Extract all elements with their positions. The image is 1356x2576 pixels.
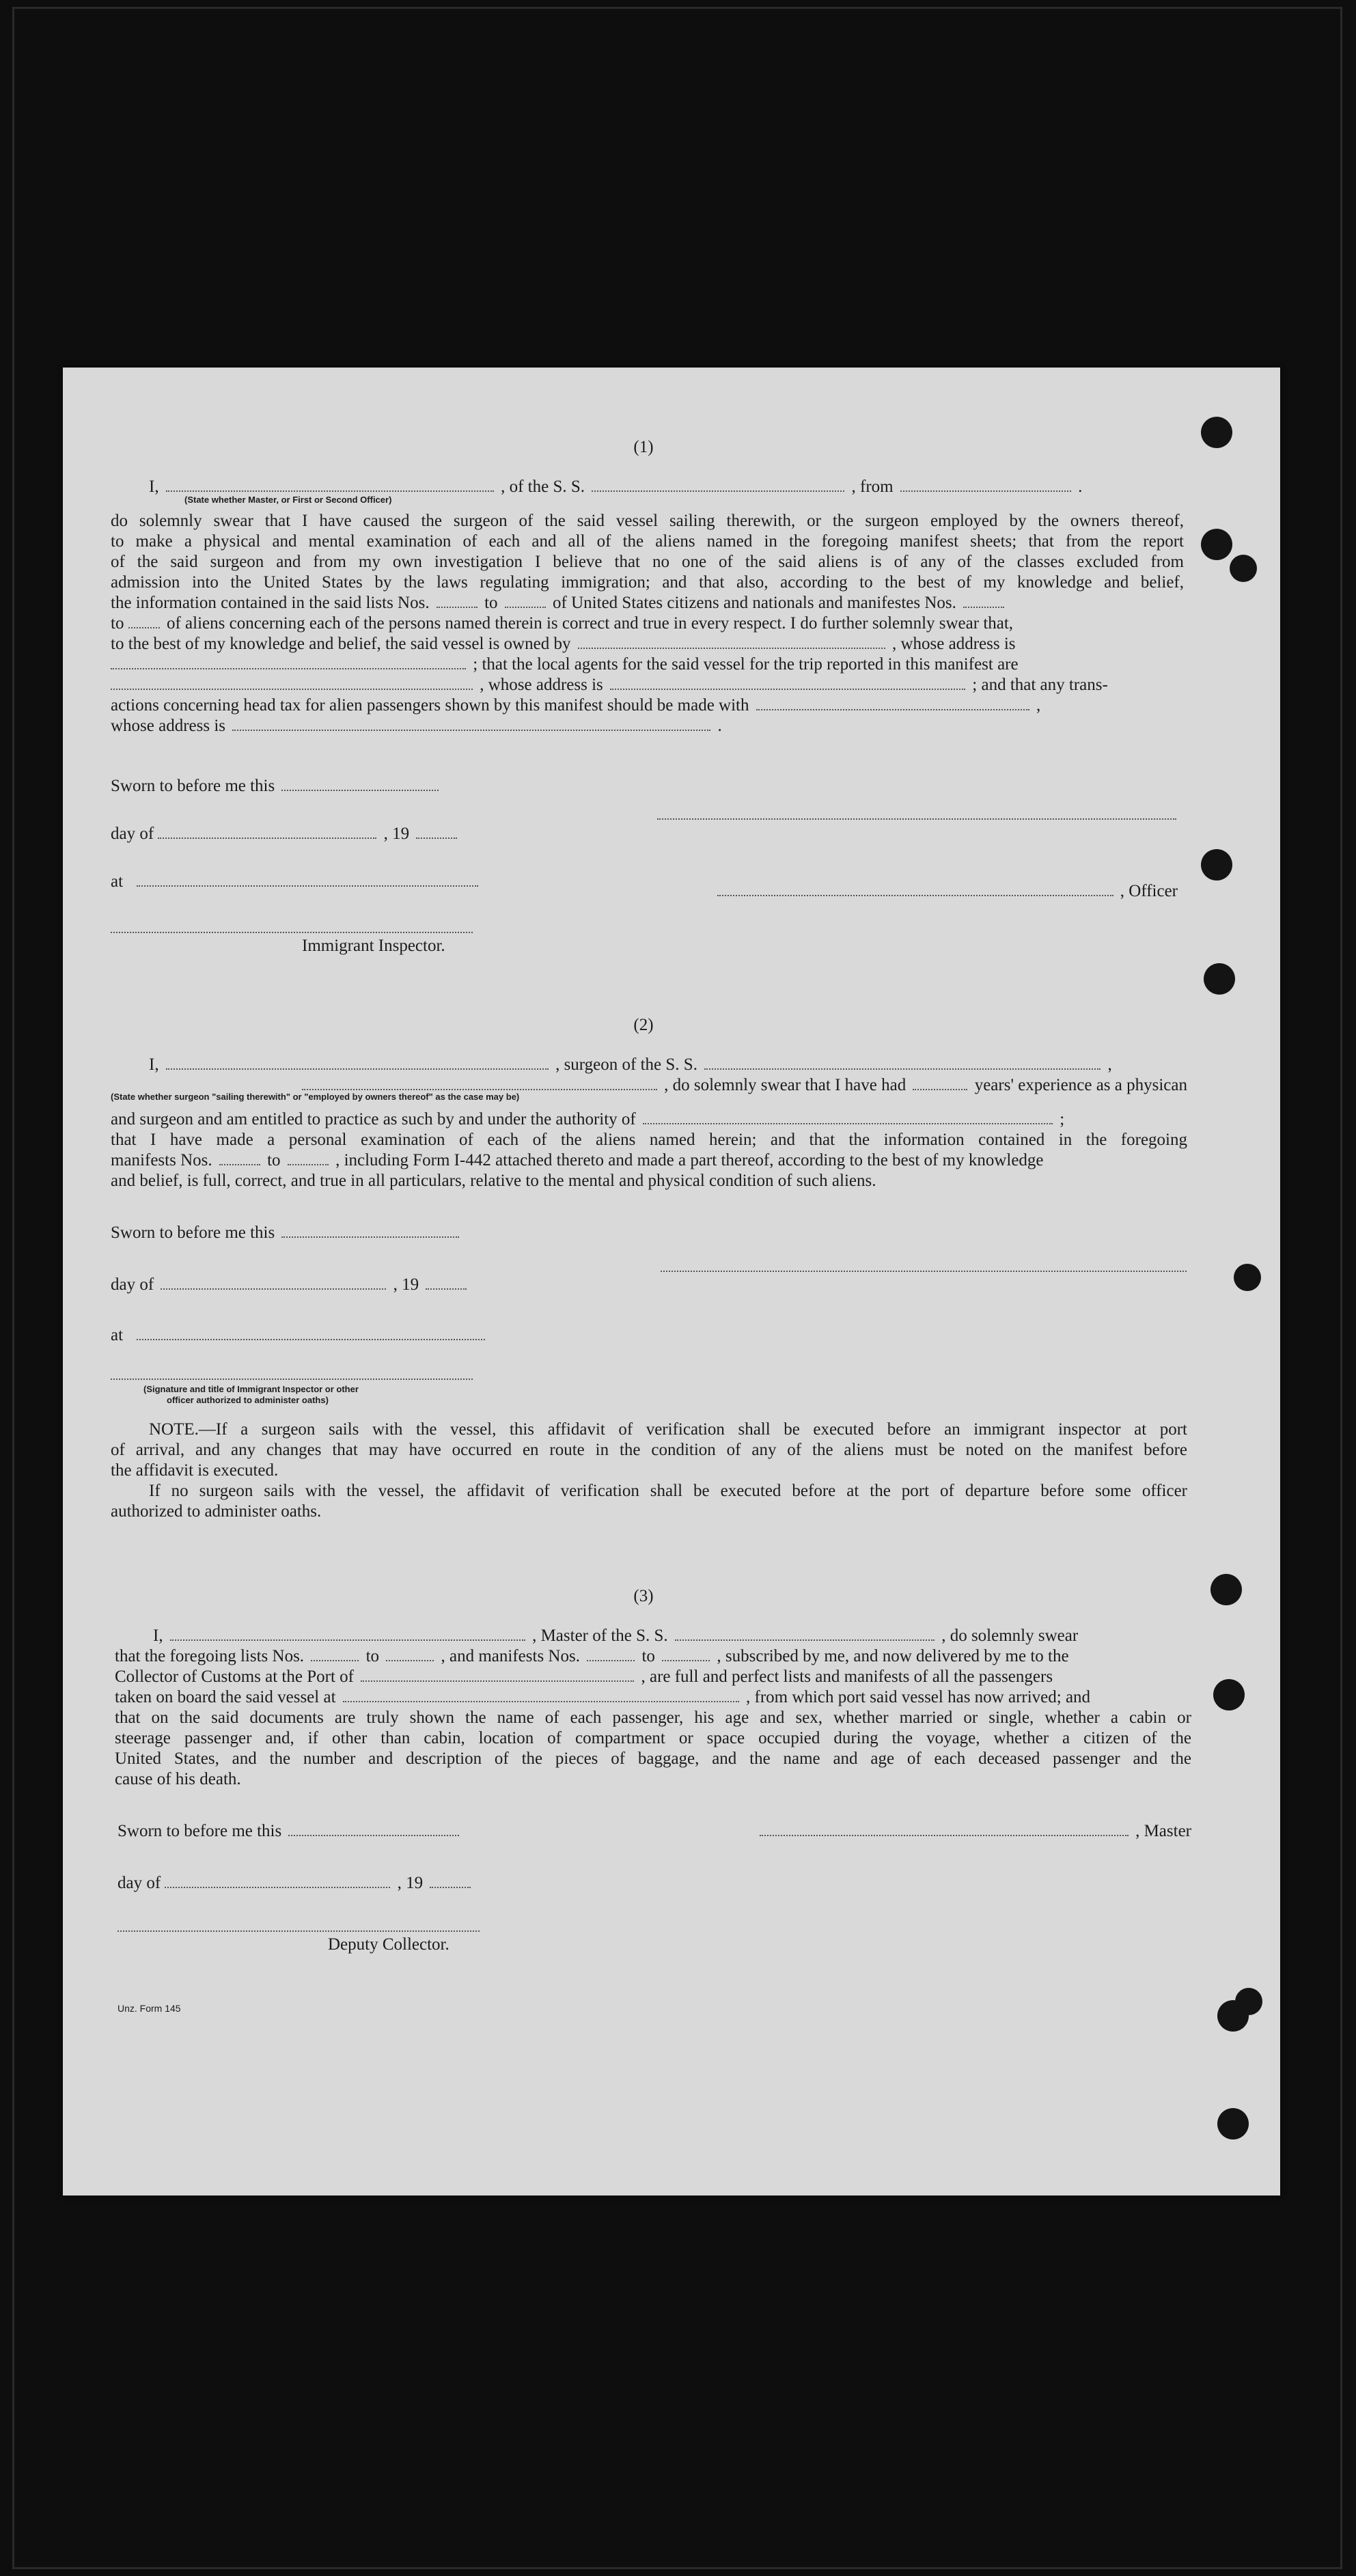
s3-master-signature-line	[691, 1821, 1191, 1842]
s1-year-text: , 19	[383, 825, 410, 843]
s2-authority-line	[111, 1109, 1187, 1130]
s1-paragraph-line: do solemnly swear that I have caused the surgeon of the said vessel sailing therewith, or the surgeon employed by the owners thereof,	[111, 512, 1184, 530]
s1-agents-line	[111, 654, 1184, 675]
s1-to-text: to	[111, 614, 124, 633]
s3-perfect-lists-text: , are full and perfect lists and manifests of all the passengers	[641, 1667, 1053, 1686]
s1-paragraph-line: admission into the United States by the laws regulating immigration; and that also, according to the best of my knowledge and belief,	[111, 573, 1184, 592]
s1-head-tax-text: actions concerning head tax for alien passengers shown by this manifest should be made with	[111, 696, 749, 715]
punch-hole	[1204, 963, 1235, 995]
s1-lists-text: the information contained in the said lists Nos.	[111, 594, 430, 612]
head-tax-party-field	[756, 709, 1029, 710]
s1-comma: ,	[1036, 696, 1041, 715]
s2-signature-note-1: (Signature and title of Immigrant Inspector or other	[143, 1384, 359, 1394]
owner-field	[578, 648, 885, 649]
s2-state-note: (State whether surgeon "sailing therewith" or "employed by owners thereof" as the case may be)	[111, 1092, 520, 1102]
s1-at-line	[111, 872, 481, 892]
s2-to-text: to	[267, 1151, 281, 1169]
s1-period: .	[717, 717, 722, 735]
s1-paragraph-line: of the said surgeon and from my own investigation I believe that no one of the said aliens is of any of the classes excluded from	[111, 553, 1184, 571]
s2-years-field	[913, 1089, 967, 1090]
punch-hole	[1230, 555, 1257, 582]
s2-paragraph-line: that I have made a personal examination of each of the aliens named herein; and that the information contained in the foregoing	[111, 1131, 1187, 1149]
s2-vessel-field	[704, 1068, 1101, 1070]
s1-state-note: (State whether Master, or First or Second Officer)	[184, 495, 392, 505]
s3-sworn-text: Sworn to before me this	[117, 1822, 282, 1840]
s2-manifest-to-field	[288, 1164, 329, 1165]
s1-transactions-text: ; and that any trans-	[972, 676, 1108, 694]
s3-paragraph-line: steerage passenger and, if other than cabin, location of compartment or space occupied during the voyage, whether a citizen of the	[115, 1729, 1191, 1747]
agents-field	[111, 689, 473, 690]
s1-to-text: to	[484, 594, 498, 612]
s1-sworn-date-field	[281, 790, 439, 791]
agents-address-field	[610, 689, 965, 690]
punch-hole	[1235, 1988, 1262, 2015]
s3-lists-line	[115, 1646, 1191, 1667]
s1-owner-line	[111, 634, 1184, 654]
surgeon-name-field	[166, 1068, 549, 1070]
s1-of-ss: , of the S. S.	[501, 477, 585, 496]
s2-sworn-date-field	[281, 1236, 459, 1238]
s1-day-field	[158, 837, 376, 839]
s1-at-field	[137, 885, 478, 887]
s3-list-from-field	[311, 1660, 359, 1661]
s3-master-label: , Master	[1135, 1822, 1191, 1840]
punch-hole	[1201, 529, 1232, 560]
s1-officer-text: , Officer	[1120, 882, 1178, 900]
s2-semicolon: ;	[1060, 1110, 1065, 1128]
s1-sworn-line	[111, 776, 441, 797]
s1-aliens-text: of aliens concerning each of the persons named therein is correct and true in every respect. I do further solemnly swear that,	[166, 614, 1014, 633]
s1-agents-text: ; that the local agents for the said vessel for the trip reported in this manifest are	[473, 655, 1019, 674]
s1-officer-signature-line	[657, 818, 1176, 820]
section-3-number: (3)	[633, 1587, 654, 1605]
s2-sworn-text: Sworn to before me this	[111, 1223, 275, 1242]
s2-line-1	[149, 1055, 1187, 1075]
s3-day-of-text: day of	[117, 1874, 161, 1892]
s2-at-text: at	[111, 1326, 124, 1344]
s2-day-line	[111, 1275, 469, 1295]
s2-authority-text: and surgeon and am entitled to practice as such by and under the authority of	[111, 1110, 636, 1128]
s2-authority-field	[643, 1123, 1053, 1124]
owner-address-field	[111, 668, 466, 669]
s1-i: I,	[149, 477, 159, 496]
s3-master-signature-field	[760, 1835, 1129, 1836]
punch-hole	[1213, 1679, 1245, 1711]
s3-day-field	[165, 1887, 390, 1888]
s3-deputy-signature-line	[117, 1930, 480, 1932]
s3-manifest-from-field	[587, 1660, 635, 1661]
s3-paragraph-line: cause of his death.	[115, 1770, 241, 1788]
s2-surgeon-text: , surgeon of the S. S.	[555, 1055, 697, 1074]
s2-signature-note-2: officer authorized to administer oaths)	[167, 1395, 329, 1405]
s2-year-text: , 19	[393, 1275, 419, 1294]
s1-head-tax-address-line	[111, 716, 1184, 736]
s2-capacity-field	[302, 1089, 657, 1090]
s1-whose-address-text: , whose address is	[480, 676, 603, 694]
s3-deputy-label: Deputy Collector.	[328, 1935, 449, 1954]
s3-embark-port-field	[343, 1701, 739, 1702]
manifest-from-field	[963, 607, 1004, 608]
s2-including-text: , including Form I-442 attached thereto and made a part thereof, according to the best of my knowledge	[335, 1151, 1044, 1169]
s3-manifests-text: , and manifests Nos.	[441, 1647, 580, 1665]
s3-master-text: , Master of the S. S.	[532, 1626, 668, 1645]
s2-comma: ,	[1107, 1055, 1112, 1074]
s2-inspector-signature-line	[111, 1379, 473, 1380]
punch-hole	[1201, 849, 1232, 881]
manifest-to-field	[128, 627, 160, 628]
s2-note-line: NOTE.—If a surgeon sails with the vessel, this affidavit of verification shall be executed before an immigrant inspector at port	[149, 1420, 1187, 1439]
s2-manifest-from-field	[219, 1164, 260, 1165]
s2-sworn-line	[111, 1223, 462, 1243]
s1-inspector-signature-line	[111, 932, 473, 933]
s3-taken-line	[115, 1687, 1191, 1708]
s3-subscribed-text: , subscribed by me, and now delivered by me to the	[717, 1647, 1069, 1665]
s3-year-field	[430, 1887, 471, 1888]
s1-from: , from	[851, 477, 894, 496]
s1-aliens-line	[111, 613, 1184, 634]
s2-years-text: years' experience as a physican	[974, 1076, 1187, 1094]
s1-year-field	[416, 837, 457, 839]
s1-owned-by-text: to the best of my knowledge and belief, the said vessel is owned by	[111, 635, 571, 653]
s2-note-line: If no surgeon sails with the vessel, the affidavit of verification shall be executed before at the port of departure before some officer	[149, 1482, 1187, 1500]
s1-line1-end: .	[1078, 477, 1083, 496]
s3-list-to-field	[386, 1660, 434, 1661]
master-name-field	[166, 490, 494, 492]
s3-lists-text: that the foregoing lists Nos.	[115, 1647, 305, 1665]
s2-i: I,	[149, 1055, 159, 1074]
s2-day-field	[161, 1288, 386, 1290]
section-2-number: (2)	[633, 1016, 654, 1034]
s3-taken-text: taken on board the said vessel at	[115, 1688, 336, 1706]
s3-day-line	[117, 1873, 473, 1894]
s2-manifests-text: manifests Nos.	[111, 1151, 212, 1169]
citizen-list-to-field	[505, 607, 546, 608]
s2-note-line: of arrival, and any changes that may have occurred en route in the condition of any of the aliens must be noted on the manifest before	[111, 1441, 1187, 1459]
s1-lists-line	[111, 593, 1184, 613]
s3-sworn-line	[117, 1821, 462, 1842]
punch-hole	[1217, 2108, 1249, 2139]
s1-whose-address-text: , whose address is	[891, 635, 1016, 653]
head-tax-address-field	[232, 730, 710, 731]
s1-day-line	[111, 824, 460, 844]
citizen-list-from-field	[437, 607, 478, 608]
section-1-number: (1)	[633, 438, 654, 456]
s2-year-field	[426, 1288, 467, 1290]
punch-hole	[1234, 1264, 1261, 1291]
s1-whose-address-text: whose address is	[111, 717, 226, 735]
s3-vessel-field	[675, 1639, 935, 1641]
s2-note-line: authorized to administer oaths.	[111, 1502, 322, 1521]
s2-day-of-text: day of	[111, 1275, 154, 1294]
s2-swear-text: , do solemnly swear that I have had	[664, 1076, 907, 1094]
s2-paragraph-line: and belief, is full, correct, and true in all particulars, relative to the mental and physical condition of such aliens.	[111, 1172, 876, 1190]
s2-at-field	[137, 1339, 485, 1340]
s3-manifest-to-field	[662, 1660, 710, 1661]
s1-sworn-text: Sworn to before me this	[111, 777, 275, 795]
s1-manifests-text: of United States citizens and nationals and manifestes Nos.	[553, 594, 956, 612]
s3-collector-text: Collector of Customs at the Port of	[115, 1667, 354, 1686]
s1-agent-address-line	[111, 675, 1184, 695]
s1-officer-line	[657, 881, 1178, 902]
s3-to-text: to	[641, 1647, 655, 1665]
s3-swear-text: , do solemnly swear	[941, 1626, 1079, 1645]
s3-paragraph-line: United States, and the number and description of the pieces of baggage, and the name and age of each deceased passenger and the	[115, 1749, 1191, 1768]
vessel-name-field	[592, 490, 844, 492]
s3-master-name-field	[170, 1639, 525, 1641]
s3-paragraph-line: that on the said documents are truly shown the name of each passenger, his age and sex, whether married or single, whether a cabin or	[115, 1708, 1191, 1727]
s1-day-of-text: day of	[111, 825, 154, 843]
s3-port-line	[115, 1667, 1191, 1687]
s2-surgeon-signature-line	[661, 1271, 1187, 1272]
s3-i: I,	[153, 1626, 163, 1645]
s2-note-line: the affidavit is executed.	[111, 1461, 279, 1480]
s3-line-1	[153, 1626, 1191, 1646]
s1-officer-field	[717, 895, 1113, 896]
s3-port-field	[361, 1680, 634, 1682]
from-port-field	[900, 490, 1071, 492]
s2-manifests-line	[111, 1150, 1187, 1171]
s1-paragraph-line: to make a physical and mental examination of each and all of the aliens named in the foregoing manifest sheets; that from the report	[111, 532, 1184, 551]
s1-inspector-label: Immigrant Inspector.	[302, 937, 445, 955]
manifest-affidavit-page	[63, 368, 1280, 2196]
s3-arrived-text: , from which port said vessel has now arrived; and	[746, 1688, 1091, 1706]
s1-at-text: at	[111, 872, 124, 891]
s3-year-text: , 19	[397, 1874, 424, 1892]
s1-head-tax-line	[111, 695, 1184, 716]
s2-at-line	[111, 1325, 488, 1346]
s3-sworn-date-field	[288, 1835, 459, 1836]
form-number: Unz. Form 145	[117, 2003, 181, 2014]
s3-to-text: to	[365, 1647, 380, 1665]
